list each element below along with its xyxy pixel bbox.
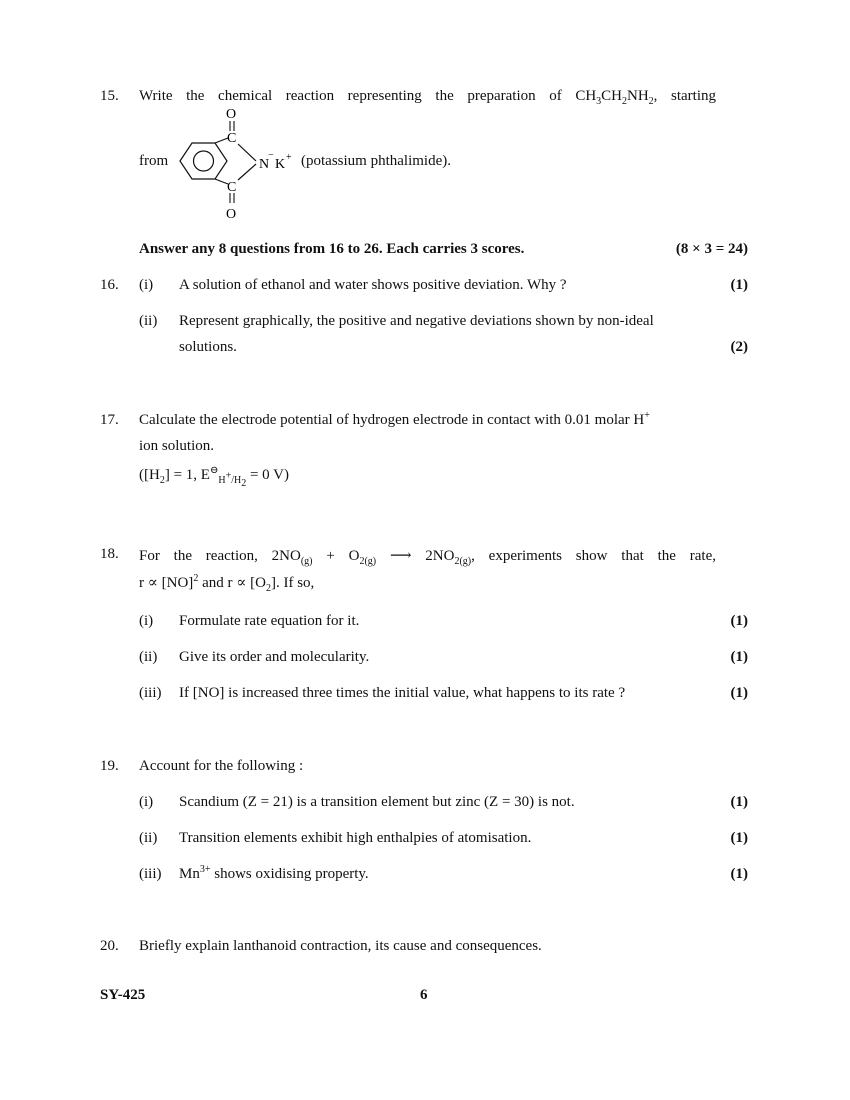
part-text: Give its order and molecularity.: [179, 649, 370, 665]
paper-code: SY-425: [100, 987, 146, 1003]
page-number: 6: [420, 987, 428, 1003]
question-17-given: ($[H_2] = 1$, $E^⊖_{H^+/H_2} = 0$ V): [139, 465, 289, 489]
question-15-suffix: starting: [671, 88, 717, 104]
marks: (1): [730, 866, 748, 882]
part-text: Represent graphically, the positive and negative deviations shown by non-ideal: [179, 313, 654, 329]
question-number: 19.: [100, 758, 119, 774]
question-15-text: [139, 88, 716, 105]
atom-potassium: K: [275, 157, 286, 172]
question-number: 20.: [100, 938, 119, 954]
part-label: (ii): [139, 830, 158, 846]
aromatic-circle: [194, 151, 214, 171]
question-number: 16.: [100, 277, 119, 293]
part-label: (i): [139, 277, 154, 293]
atom-carbon-bottom: C: [227, 180, 237, 195]
marks: (1): [730, 277, 748, 293]
part-label: (ii): [139, 313, 158, 329]
part-label: (iii): [139, 866, 162, 882]
atom-nitrogen-charge: −: [268, 150, 274, 161]
question-15-prefix: Write the chemical reaction representing the preparation of: [139, 88, 562, 104]
part-text: If [NO] is increased three times the initial value, what happens to its rate ?: [179, 685, 626, 701]
part-label: (iii): [139, 685, 162, 701]
part-text: Formulate rate equation for it.: [179, 613, 360, 629]
from-label: from: [139, 153, 169, 169]
part-label: (i): [139, 794, 154, 810]
part-text: A solution of ethanol and water shows positive deviation. Why ?: [179, 277, 567, 293]
marks: (1): [730, 649, 748, 665]
section-scoring: (8 × 3 = 24): [675, 241, 748, 257]
part-text: Transition elements exhibit high enthalpies of atomisation.: [179, 830, 532, 846]
question-18-line1: For the reaction, $2NO_{(g)} + O_{2(g)}$ ⟶ $2NO_{2(g)}$, experiments show that the rate,: [139, 548, 716, 567]
atom-potassium-charge: +: [286, 152, 292, 163]
question-19-text: Account for the following :: [139, 758, 304, 774]
part-text: $Mn^{3+}$ shows oxidising property.: [179, 864, 369, 882]
atom-oxygen-bottom: O: [226, 207, 237, 222]
atom-oxygen-top: O: [226, 107, 237, 122]
section-instruction: Answer any 8 questions from 16 to 26. Each carries 3 scores.: [139, 241, 525, 257]
question-number: 15.: [100, 88, 119, 104]
phthalimide-structure: [170, 104, 310, 224]
benzene-ring: [180, 143, 227, 179]
part-text-continued: solutions.: [179, 339, 237, 355]
question-17-line1: Calculate the electrode potential of hydrogen electrode in contact with 0.01 molar H+: [139, 410, 650, 428]
atom-carbon-top: C: [227, 131, 237, 146]
question-number: 17.: [100, 412, 119, 428]
marks: (1): [730, 613, 748, 629]
question-18-line2: r ∝ [NO]$^2$ and $r \propto [O_2]$. If so,: [139, 573, 315, 594]
marks: (1): [730, 830, 748, 846]
formula-ethylamine: $CH_3CH_2NH_2$,: [575, 88, 658, 107]
part-label: (i): [139, 613, 154, 629]
atom-nitrogen: N: [259, 157, 270, 172]
question-20-text: Briefly explain lanthanoid contraction, its cause and consequences.: [139, 938, 542, 954]
marks: (1): [730, 794, 748, 810]
structure-caption: (potassium phthalimide).: [301, 153, 451, 169]
question-17-line2: ion solution.: [139, 438, 215, 454]
marks: (1): [730, 685, 748, 701]
part-label: (ii): [139, 649, 158, 665]
marks: (2): [730, 339, 748, 355]
part-text: Scandium (Z = 21) is a transition element but zinc (Z = 30) is not.: [179, 794, 575, 810]
question-number: 18.: [100, 546, 119, 562]
